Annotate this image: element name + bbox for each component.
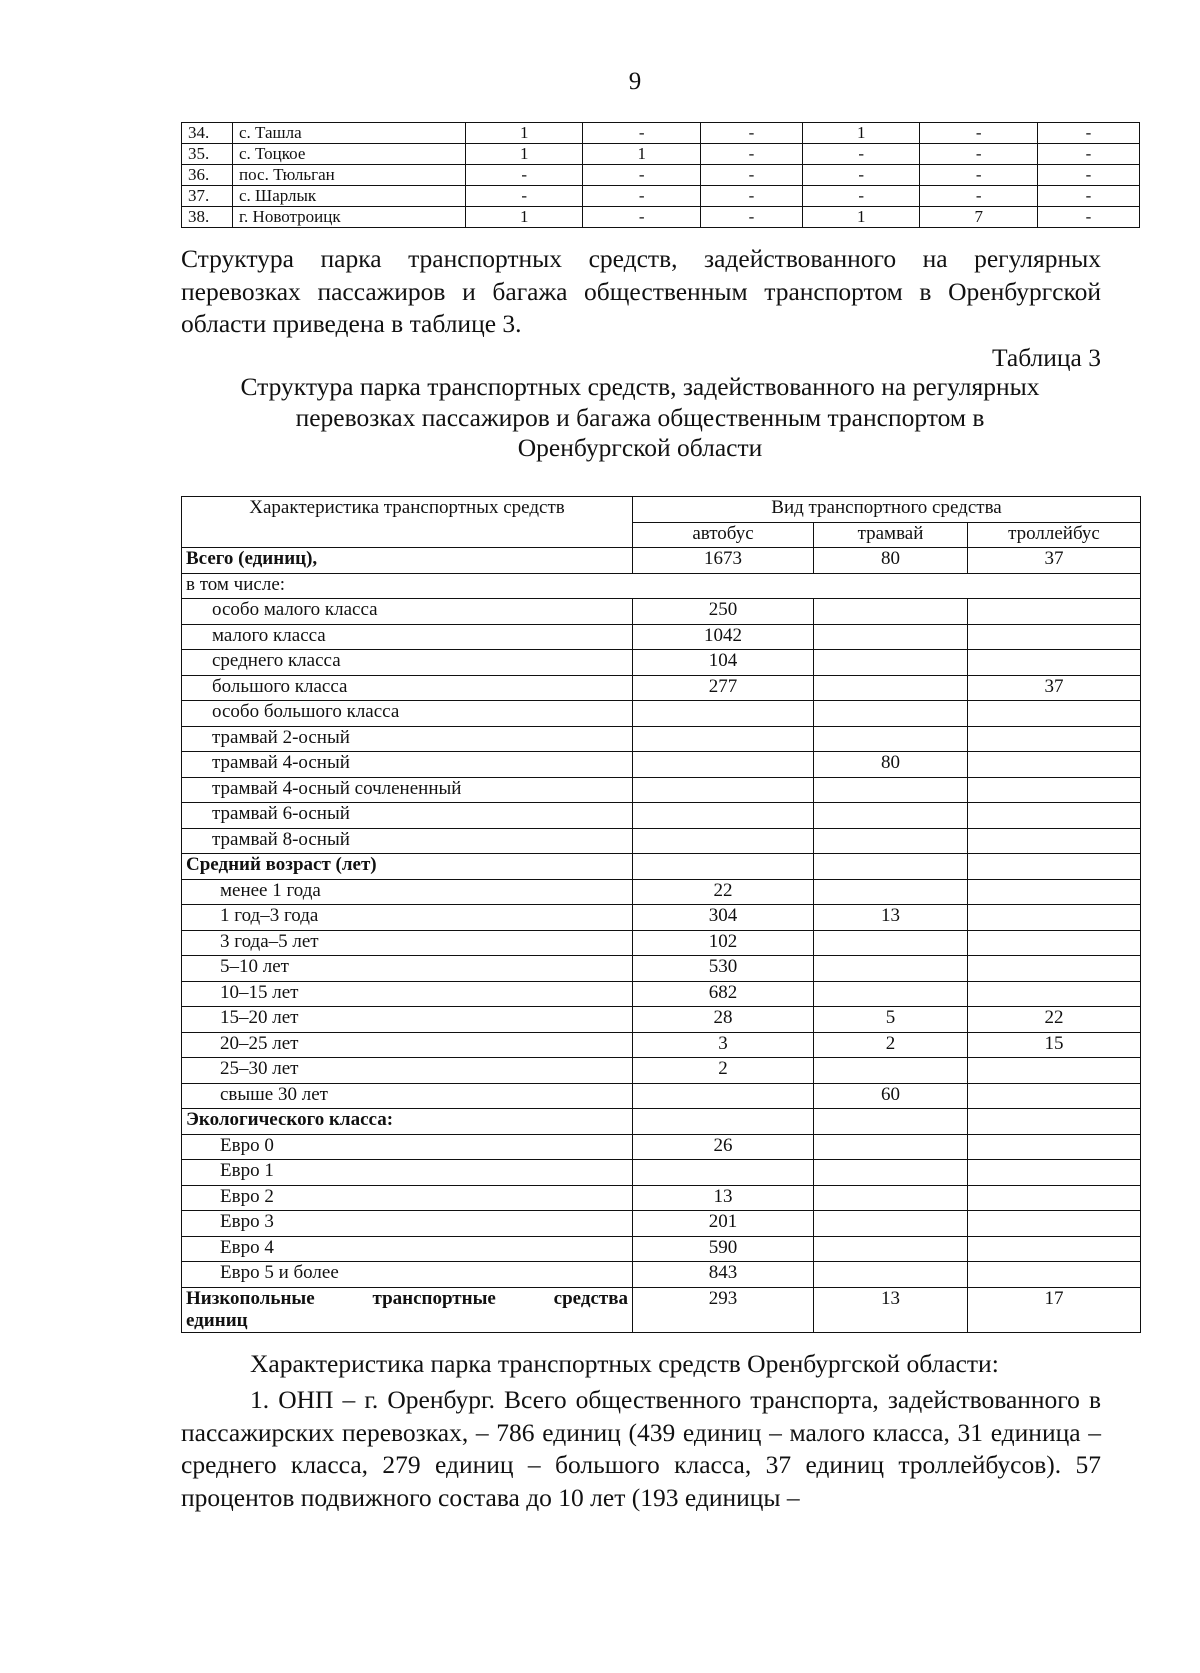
header-vehicle-type: Вид транспортного средства [633, 497, 1141, 523]
cell-value [814, 803, 968, 829]
cell-value: 201 [633, 1211, 814, 1237]
table-row [182, 650, 1141, 676]
row-label: Евро 3 [182, 1211, 633, 1237]
cell-value [814, 1134, 968, 1160]
cell-value: 682 [633, 981, 814, 1007]
table-row [182, 1160, 1141, 1186]
cell-value: 277 [633, 675, 814, 701]
table-row [182, 879, 1141, 905]
cell-value: 3 [633, 1032, 814, 1058]
cell-value: 13 [814, 905, 968, 931]
cell-value [633, 828, 814, 854]
cell-value [968, 624, 1141, 650]
cell-value: 1673 [633, 548, 814, 574]
cell-value [814, 777, 968, 803]
table-row [182, 930, 1141, 956]
cell-value: 37 [968, 675, 1141, 701]
settlement-value: - [920, 186, 1037, 207]
cell-value: 80 [814, 548, 968, 574]
row-label: 10–15 лет [182, 981, 633, 1007]
cell-value [968, 701, 1141, 727]
table-row [182, 1058, 1141, 1084]
cell-value [968, 879, 1141, 905]
table-row [182, 1262, 1141, 1288]
table-row [182, 828, 1141, 854]
settlement-value: - [700, 186, 802, 207]
table-row [182, 573, 1141, 599]
row-label: Всего (единиц), [182, 548, 633, 574]
row-label: Экологического класса: [182, 1109, 633, 1135]
settlement-value: 1 [802, 123, 919, 144]
row-label: особо малого класса [182, 599, 633, 625]
cell-value: 5 [814, 1007, 968, 1033]
settlement-value: - [466, 186, 583, 207]
cell-value [814, 1109, 968, 1135]
table-row [182, 726, 1141, 752]
row-label: малого класса [182, 624, 633, 650]
cell-value [968, 905, 1141, 931]
table-row [182, 1007, 1141, 1033]
row-label: Евро 5 и более [182, 1262, 633, 1288]
row-label: Средний возраст (лет) [182, 854, 633, 880]
settlement-name: с. Тоцкое [233, 144, 466, 165]
cell-value [968, 752, 1141, 778]
cell-value: 37 [968, 548, 1141, 574]
cell-value: 2 [814, 1032, 968, 1058]
characteristics-text: 1. ОНП – г. Оренбург. Всего общественного транспорта, задействованного в пассажирских перевозках, – 786 единиц (439 единиц – малого класса, 31 единица – среднего класса, 279 единиц – большого класса, 37 единиц троллейбусов). 57 процентов подвижного состава до 10 лет (193 единицы – [181, 1385, 1101, 1512]
settlement-value: - [583, 207, 700, 228]
row-label: Евро 0 [182, 1134, 633, 1160]
row-number: 34. [182, 123, 233, 144]
cell-value: 843 [633, 1262, 814, 1288]
row-label: Евро 2 [182, 1185, 633, 1211]
cell-value [814, 1160, 968, 1186]
cell-value: 590 [633, 1236, 814, 1262]
cell-value: 1042 [633, 624, 814, 650]
table-header-row [182, 497, 1141, 523]
row-label: большого класса [182, 675, 633, 701]
row-label: 5–10 лет [182, 956, 633, 982]
cell-value [814, 1058, 968, 1084]
cell-value [814, 726, 968, 752]
cell-value [814, 1185, 968, 1211]
settlement-value: - [802, 165, 919, 186]
cell-value: 22 [968, 1007, 1141, 1033]
cell-value [968, 956, 1141, 982]
cell-value [814, 854, 968, 880]
header-trolleybus: троллейбус [968, 522, 1141, 548]
cell-value: 250 [633, 599, 814, 625]
cell-value [814, 828, 968, 854]
cell-value [633, 803, 814, 829]
cell-value: 26 [633, 1134, 814, 1160]
cell-value: 13 [814, 1287, 968, 1332]
cell-value [968, 1134, 1141, 1160]
settlement-name: с. Шарлык [233, 186, 466, 207]
cell-value [633, 1109, 814, 1135]
row-label: трамвай 2-осный [182, 726, 633, 752]
cell-value: 17 [968, 1287, 1141, 1332]
table-row [182, 752, 1141, 778]
cell-value [633, 1160, 814, 1186]
fleet-structure-table [181, 496, 1141, 1333]
cell-value [968, 1058, 1141, 1084]
cell-value [814, 675, 968, 701]
settlement-value: - [1037, 123, 1139, 144]
table-row [182, 1211, 1141, 1237]
settlement-value: - [1037, 207, 1139, 228]
settlement-value: - [1037, 186, 1139, 207]
cell-value: 102 [633, 930, 814, 956]
header-bus: автобус [633, 522, 814, 548]
cell-value [633, 1083, 814, 1109]
settlement-value: - [583, 165, 700, 186]
settlement-value: 1 [466, 207, 583, 228]
table-title: Структура парка транспортных средств, задействованного на регулярных перевозках пассажиров и багажа общественным транспортом в Оренбургской области [240, 372, 1040, 462]
settlement-value: - [466, 165, 583, 186]
settlement-name: с. Ташла [233, 123, 466, 144]
settlement-value: - [700, 165, 802, 186]
row-label: 3 года–5 лет [182, 930, 633, 956]
table-row [182, 1185, 1141, 1211]
row-label: 1 год–3 года [182, 905, 633, 931]
settlement-value: - [1037, 165, 1139, 186]
table-row [182, 1134, 1141, 1160]
header-tram: трамвай [814, 522, 968, 548]
cell-value: 15 [968, 1032, 1141, 1058]
settlement-value: 1 [802, 207, 919, 228]
cell-value: 60 [814, 1083, 968, 1109]
row-label: 25–30 лет [182, 1058, 633, 1084]
settlement-row [182, 186, 1140, 207]
row-label: Евро 4 [182, 1236, 633, 1262]
table-label: Таблица 3 [991, 343, 1101, 372]
cell-value [814, 981, 968, 1007]
cell-value [968, 828, 1141, 854]
settlement-value: - [583, 186, 700, 207]
table-row [182, 1236, 1141, 1262]
settlement-value: - [700, 144, 802, 165]
settlement-name: г. Новотроицк [233, 207, 466, 228]
settlement-value: - [920, 123, 1037, 144]
settlement-value: - [583, 123, 700, 144]
cell-value [633, 777, 814, 803]
row-label: свыше 30 лет [182, 1083, 633, 1109]
row-label: трамвай 8-осный [182, 828, 633, 854]
cell-value: 13 [633, 1185, 814, 1211]
settlement-value: 1 [466, 144, 583, 165]
cell-value: 80 [814, 752, 968, 778]
settlements-table-continuation [181, 122, 1140, 228]
settlement-value: - [920, 165, 1037, 186]
row-number: 36. [182, 165, 233, 186]
cell-value [814, 599, 968, 625]
settlement-value: - [920, 144, 1037, 165]
row-label: среднего класса [182, 650, 633, 676]
cell-value [968, 726, 1141, 752]
cell-value [968, 650, 1141, 676]
cell-value [968, 1262, 1141, 1288]
table-row [182, 1083, 1141, 1109]
cell-value [814, 1211, 968, 1237]
table-row [182, 803, 1141, 829]
row-label-line2: единиц [186, 1309, 248, 1331]
row-label: 20–25 лет [182, 1032, 633, 1058]
row-label: трамвай 4-осный сочлененный [182, 777, 633, 803]
intro-paragraph: Структура парка транспортных средств, задействованного на регулярных перевозках пассажиров и багажа общественным транспортом в Оренбургской области приведена в таблице 3. [181, 244, 1101, 338]
table-row [182, 1109, 1141, 1135]
cell-value [814, 1236, 968, 1262]
cell-value: 28 [633, 1007, 814, 1033]
table-row [182, 854, 1141, 880]
table-row [182, 1032, 1141, 1058]
row-number: 38. [182, 207, 233, 228]
cell-value [968, 1109, 1141, 1135]
cell-value [633, 752, 814, 778]
cell-value [968, 981, 1141, 1007]
settlement-value: 1 [583, 144, 700, 165]
row-label: менее 1 года [182, 879, 633, 905]
settlement-value: - [700, 123, 802, 144]
cell-value [814, 956, 968, 982]
row-label: трамвай 4-осный [182, 752, 633, 778]
table-row [182, 701, 1141, 727]
settlement-row [182, 165, 1140, 186]
row-label [182, 1287, 633, 1332]
row-label: трамвай 6-осный [182, 803, 633, 829]
characteristics-heading: Характеристика парка транспортных средств Оренбургской области: [250, 1349, 999, 1378]
cell-value: 530 [633, 956, 814, 982]
cell-value [814, 701, 968, 727]
cell-value: 293 [633, 1287, 814, 1332]
cell-value [968, 1236, 1141, 1262]
cell-value [968, 854, 1141, 880]
row-label: особо большого класса [182, 701, 633, 727]
table-row [182, 624, 1141, 650]
row-label-line1: Низкопольные транспортные средства [186, 1287, 628, 1309]
table-row-low-floor [182, 1287, 1141, 1332]
settlement-value: - [1037, 144, 1139, 165]
header-characteristic: Характеристика транспортных средств [182, 497, 633, 548]
cell-value: 2 [633, 1058, 814, 1084]
cell-value [968, 599, 1141, 625]
cell-value [968, 1211, 1141, 1237]
table-row [182, 599, 1141, 625]
cell-value [968, 777, 1141, 803]
row-label: 15–20 лет [182, 1007, 633, 1033]
cell-value [633, 726, 814, 752]
cell-value [814, 1262, 968, 1288]
cell-value [968, 803, 1141, 829]
cell-value [968, 1185, 1141, 1211]
cell-value: 104 [633, 650, 814, 676]
cell-value [968, 1083, 1141, 1109]
row-number: 35. [182, 144, 233, 165]
table-row [182, 777, 1141, 803]
cell-value [814, 624, 968, 650]
table-row [182, 981, 1141, 1007]
settlement-row [182, 207, 1140, 228]
table-row [182, 956, 1141, 982]
cell-value [633, 701, 814, 727]
table-row [182, 905, 1141, 931]
cell-value: 22 [633, 879, 814, 905]
table-row [182, 675, 1141, 701]
row-label: Евро 1 [182, 1160, 633, 1186]
settlement-value: 1 [466, 123, 583, 144]
table-row [182, 548, 1141, 574]
row-label: в том числе: [182, 573, 1141, 599]
settlement-value: - [700, 207, 802, 228]
settlement-row [182, 144, 1140, 165]
cell-value: 304 [633, 905, 814, 931]
cell-value [814, 930, 968, 956]
settlement-name: пос. Тюльган [233, 165, 466, 186]
cell-value [633, 854, 814, 880]
row-number: 37. [182, 186, 233, 207]
settlement-value: 7 [920, 207, 1037, 228]
settlement-row [182, 123, 1140, 144]
settlement-value: - [802, 186, 919, 207]
cell-value [814, 650, 968, 676]
page-number: 9 [628, 68, 642, 95]
cell-value [968, 1160, 1141, 1186]
cell-value [814, 879, 968, 905]
cell-value [968, 930, 1141, 956]
settlement-value: - [802, 144, 919, 165]
